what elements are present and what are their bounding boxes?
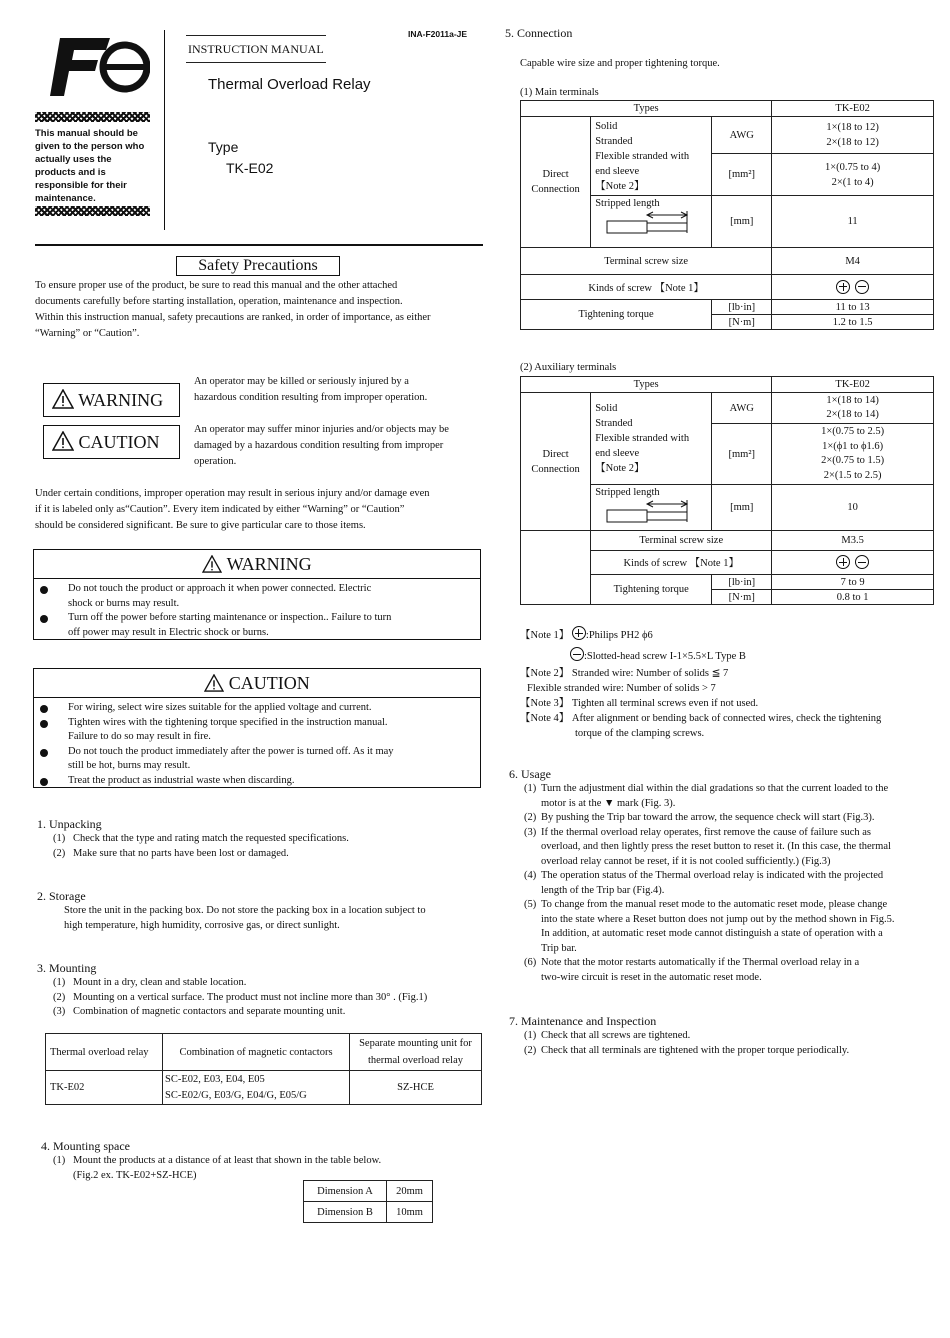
main-screw-size-value: M4 — [772, 248, 934, 275]
dimension-b-value: 10mm — [387, 1202, 433, 1223]
mounting-space-example: (Fig.2 ex. TK-E02+SZ-HCE) — [73, 1169, 197, 1181]
aux-mm-unit: [mm] — [712, 485, 772, 531]
mounting-cell-relay: TK-E02 — [46, 1071, 163, 1105]
main-awg-value: 2×(18 to 12) — [826, 137, 879, 149]
wire-type-solid: Solid — [595, 403, 618, 414]
maintenance-item — [524, 1044, 932, 1059]
aux-wire-types — [591, 393, 712, 485]
main-stripped-length — [591, 196, 712, 248]
wire-type-stranded: Stranded — [595, 136, 633, 147]
warning-item-line: Turn off the power before starting maintenance or inspection.. Failure to turn — [68, 612, 392, 623]
note-3: 【Note 3】 Tighten all terminal screws even if not used. — [520, 698, 759, 709]
header-rule — [35, 244, 483, 246]
warning-item — [34, 611, 480, 640]
usage-title: 6. Usage — [509, 767, 551, 781]
item-text: Trip bar. — [541, 942, 577, 954]
maintenance-item — [524, 1029, 932, 1044]
main-terminals-table — [520, 100, 934, 330]
manual-label: INSTRUCTION MANUAL — [188, 42, 324, 56]
aux-mm2-value: 2×(0.75 to 1.5) — [821, 455, 885, 466]
main-kinds-label: Kinds of screw 【Note 1】 — [521, 275, 772, 300]
wire-type-note: 【Note 2】 — [595, 181, 645, 192]
main-awg-value: 1×(18 to 12) — [826, 122, 879, 134]
item-text: into the state where a Reset button does not jump out by the method shown in Fig.5. — [541, 913, 895, 925]
maintenance-title: 7. Maintenance and Inspection — [509, 1014, 657, 1028]
item-number: (3) — [53, 1006, 66, 1017]
main-mm2-unit: [mm²] — [712, 154, 772, 196]
main-mm2-value: 1×(0.75 to 4) — [825, 161, 881, 173]
storage-line: high temperature, high humidity, corrosive gas, or direct sunlight. — [64, 919, 340, 931]
notice-line: maintenance. — [35, 193, 96, 204]
item-number: (1) — [524, 783, 537, 794]
aux-mm2-value: 2×(1.5 to 2.5) — [823, 469, 882, 481]
storage-text — [64, 904, 484, 933]
aux-lbin-unit: [lb·in] — [712, 575, 772, 590]
dimension-a-value: 20mm — [387, 1181, 433, 1202]
item-number: (1) — [524, 1030, 537, 1041]
header-divider-vertical — [164, 30, 165, 230]
main-lbin-unit: [lb·in] — [712, 300, 772, 315]
unpacking-item — [53, 847, 473, 862]
main-wire-types — [591, 117, 712, 196]
mounting-space-title: 4. Mounting space — [41, 1139, 130, 1153]
warning-box-header — [34, 550, 480, 579]
caution-box-header — [34, 669, 480, 698]
main-awg-values — [772, 117, 934, 154]
aux-strip-value: 10 — [772, 485, 934, 531]
connection-subtitle: Capable wire size and proper tightening torque. — [520, 58, 720, 69]
caution-item-line: Failure to do so may result in fire. — [68, 731, 211, 742]
unpacking-list — [53, 832, 473, 861]
note-1-tag: 【Note 1】 — [520, 630, 570, 641]
mounting-contactors-line: SC-E02, E03, E04, E05 — [165, 1073, 265, 1085]
aux-stripped-length — [591, 485, 712, 531]
wire-type-flex: Flexible stranded with — [595, 151, 690, 162]
safety-intro-line: documents carefully before starting installation, operation, maintenance and inspection. — [35, 296, 403, 307]
type-label: Type — [208, 139, 239, 155]
warning-triangle-icon — [52, 389, 74, 409]
aux-awg-value: 1×(18 to 14) — [826, 395, 879, 406]
item-number: (1) — [53, 977, 66, 988]
item-number: (2) — [524, 812, 537, 823]
main-terminals-caption: (1) Main terminals — [520, 87, 599, 98]
mounting-header-relay: Thermal overload relay — [46, 1034, 163, 1071]
item-text: Mounting on a vertical surface. The product must not incline more than 30° . (Fig.1) — [73, 991, 428, 1003]
wire-type-end-sleeve: end sleeve — [595, 448, 640, 459]
item-text: To change from the manual reset mode to the automatic reset mode, please change — [541, 899, 888, 910]
wire-type-stranded: Stranded — [595, 418, 633, 429]
item-text: Check that the type and rating match the requested specifications. — [73, 833, 349, 844]
aux-nm-value: 0.8 to 1 — [772, 590, 934, 605]
item-text: Mount the products at a distance of at least that shown in the table below. — [73, 1155, 382, 1166]
notice-border-top — [35, 112, 150, 122]
mounting-list — [53, 976, 483, 1020]
item-text: two-wire circuit is reset in the automatic reset mode. — [541, 971, 762, 983]
main-nm-unit: [N·m] — [712, 315, 772, 330]
caution-desc — [194, 422, 484, 470]
item-text: overload, and then lightly press the reset button to reset it. (In this case, the thermal — [541, 841, 891, 852]
main-direct-connection — [521, 117, 591, 248]
note-4: 【Note 4】 After alignment or bending back of connected wires, check the tightening — [520, 713, 882, 724]
notice-text — [35, 127, 165, 205]
phillips-screw-icon — [572, 626, 586, 640]
aux-terminals-caption: (2) Auxiliary terminals — [520, 362, 617, 373]
mounting-space-item — [53, 1154, 473, 1169]
item-number: (1) — [53, 1155, 66, 1166]
aux-awg-unit: AWG — [712, 393, 772, 424]
mounting-item — [53, 1005, 483, 1020]
aux-empty-cell — [521, 575, 591, 605]
item-number: (2) — [53, 991, 66, 1003]
item-text: Note that the motor restarts automatically if the Thermal overload relay in a — [541, 957, 860, 968]
warning-desc-line: hazardous condition resulting from improper operation. — [194, 392, 428, 403]
mounting-cell-unit: SZ-HCE — [350, 1071, 482, 1105]
aux-header-types: Types — [521, 377, 772, 393]
storage-line: Store the unit in the packing box. Do not store the packing box in a location subject to — [64, 905, 426, 916]
main-nm-value: 1.2 to 1.5 — [772, 315, 934, 330]
aux-header-model: TK-E02 — [772, 377, 934, 393]
item-number: (1) — [53, 833, 66, 844]
mounting-header-unit — [350, 1034, 482, 1071]
connection-notes — [520, 626, 935, 741]
item-text: By pushing the Trip bar toward the arrow, the sequence check will start (Fig.3). — [541, 812, 875, 823]
usage-item — [524, 869, 932, 898]
aux-nm-unit: [N·m] — [712, 590, 772, 605]
mounting-header-contactors: Combination of magnetic contactors — [163, 1034, 350, 1071]
notice-border-bottom — [35, 206, 150, 216]
slotted-screw-icon — [570, 647, 584, 661]
bullet-icon — [40, 720, 48, 728]
caution-desc-line: damaged by a hazardous condition resulting from improper — [194, 440, 444, 451]
bullet-icon — [40, 705, 48, 713]
item-text: overload relay cannot be reset, if it is not cooled sufficiently.) (Fig.3) — [541, 855, 831, 867]
aux-mm2-value: 1×(ϕ1 to ϕ1.6) — [822, 440, 884, 452]
safety-note-line: should be considered significant. Be sure to give particular care to those items. — [35, 520, 366, 531]
usage-item — [524, 782, 932, 811]
main-strip-value: 11 — [772, 196, 934, 248]
note-1b — [520, 647, 935, 664]
note-1-slotted: :Slotted-head screw I-1×5.5×L Type B — [584, 651, 746, 662]
fe-logo — [50, 36, 150, 98]
unpacking-item — [53, 832, 473, 847]
notice-line: This manual should be — [35, 128, 138, 139]
safety-intro — [35, 278, 483, 342]
usage-list — [524, 782, 932, 985]
caution-box — [33, 668, 481, 788]
notice-line: responsible for their — [35, 180, 127, 191]
doc-code: INA-F2011a-JE — [408, 29, 468, 39]
caution-item-line: Do not touch the product immediately after the power is turned off. As it may — [68, 745, 394, 757]
notice-line: given to the person who — [35, 141, 145, 152]
warning-box-title: WARNING — [226, 554, 312, 574]
caution-item — [34, 774, 480, 789]
caution-label: CAUTION — [78, 432, 160, 452]
bullet-icon — [40, 749, 48, 757]
mounting-item — [53, 976, 483, 991]
item-text: Make sure that no parts have been lost or damaged. — [73, 847, 289, 859]
direct-label: Direct — [542, 169, 569, 180]
direct-label: Direct — [542, 448, 569, 460]
mounting-cell-contactors — [163, 1071, 350, 1105]
notice-line: actually uses the — [35, 154, 112, 165]
aux-kinds-label: Kinds of screw 【Note 1】 — [591, 551, 772, 575]
aux-empty-cell — [521, 551, 591, 575]
mounting-title: 3. Mounting — [37, 961, 97, 975]
aux-mm2-unit: [mm²] — [712, 424, 772, 485]
bullet-icon — [40, 615, 48, 623]
dimension-b-label: Dimension B — [304, 1202, 387, 1223]
aux-torque-label: Tightening torque — [591, 575, 712, 605]
item-number: (2) — [524, 1044, 537, 1056]
unpacking-title: 1. Unpacking — [37, 817, 102, 831]
mounting-item — [53, 991, 483, 1006]
bullet-icon — [40, 586, 48, 594]
main-awg-unit: AWG — [712, 117, 772, 154]
usage-item — [524, 956, 932, 985]
maintenance-list — [524, 1029, 932, 1058]
notice-line: products and is — [35, 167, 106, 178]
item-text: Check that all terminals are tightened with the proper torque periodically. — [541, 1044, 850, 1056]
caution-box-triangle-icon — [204, 674, 224, 692]
safety-heading: Safety Precautions — [176, 256, 340, 276]
caution-item — [34, 716, 480, 745]
aux-awg-values — [772, 393, 934, 424]
manual-rule-bottom — [186, 62, 326, 63]
item-number: (2) — [53, 847, 66, 859]
aux-kinds-value — [772, 551, 934, 575]
caution-item-line: For wiring, select wire sizes suitable for the applied voltage and current. — [68, 702, 372, 713]
slotted-screw-icon — [855, 280, 869, 294]
wire-type-end-sleeve: end sleeve — [595, 166, 640, 177]
caution-triangle-icon — [52, 431, 74, 451]
warning-desc — [194, 374, 484, 406]
caution-item — [34, 745, 480, 774]
stripped-length-label: Stripped length — [595, 487, 660, 498]
safety-note — [35, 486, 483, 534]
main-mm2-values — [772, 154, 934, 196]
safety-intro-line: “Warning” or “Caution”. — [35, 328, 140, 339]
warning-item-line: Do not touch the product or approach it when power connected. Electric — [68, 583, 372, 594]
mounting-table — [45, 1033, 482, 1105]
dimension-a-label: Dimension A — [304, 1181, 387, 1202]
stripped-wire-icon — [595, 498, 695, 524]
usage-item — [524, 898, 932, 956]
caution-box-title: CAUTION — [228, 673, 310, 693]
caution-item-line: Treat the product as industrial waste when discarding. — [68, 774, 295, 786]
mounting-space-text — [53, 1154, 473, 1183]
mounting-contactors-line: SC-E02/G, E03/G, E04/G, E05/G — [165, 1089, 307, 1101]
connection-label: Connection — [531, 184, 580, 195]
safety-intro-line: Within this instruction manual, safety precautions are ranked, in order of importance, as either — [35, 312, 431, 323]
item-number: (4) — [524, 870, 537, 881]
aux-screw-size-value: M3.5 — [772, 531, 934, 551]
main-header-types: Types — [521, 101, 772, 117]
usage-item — [524, 811, 932, 826]
stripped-length-label: Stripped length — [595, 198, 660, 209]
main-kinds-value — [772, 275, 934, 300]
warning-box-triangle-icon — [202, 555, 222, 573]
aux-terminals-table — [520, 376, 934, 605]
item-text: Mount in a dry, clean and stable location. — [73, 977, 247, 988]
item-number: (6) — [524, 957, 537, 968]
warning-item — [34, 582, 480, 611]
item-text: Check that all screws are tightened. — [541, 1030, 691, 1041]
phillips-screw-icon — [836, 555, 850, 569]
warning-label: WARNING — [78, 390, 164, 410]
connection-title: 5. Connection — [505, 26, 573, 40]
wire-type-solid: Solid — [595, 121, 618, 132]
aux-awg-value: 2×(18 to 14) — [826, 409, 879, 420]
item-number: (3) — [524, 826, 537, 838]
bullet-icon — [40, 778, 48, 786]
aux-mm2-values — [772, 424, 934, 485]
caution-desc-line: An operator may suffer minor injuries and/or objects may be — [194, 424, 449, 435]
slotted-screw-icon — [855, 555, 869, 569]
usage-item — [524, 826, 932, 870]
aux-direct-connection — [521, 393, 591, 531]
item-text: length of the Trip bar (Fig.4). — [541, 884, 665, 896]
type-value: TK-E02 — [226, 160, 274, 176]
main-screw-size-label: Terminal screw size — [521, 248, 772, 275]
caution-label-box — [43, 425, 180, 459]
item-text: The operation status of the Thermal overload relay is indicated with the projected — [541, 870, 884, 881]
warning-item-line: off power may result in Electric shock or burns. — [68, 626, 269, 638]
note-1-phillips: :Philips PH2 ϕ6 — [585, 630, 653, 641]
safety-intro-line: To ensure proper use of the product, be sure to read this manual and the other attached — [35, 280, 398, 291]
note-4b: torque of the clamping screws. — [575, 728, 705, 739]
item-text: In addition, at automatic reset mode cannot distinguish a state of operation with a — [541, 928, 883, 939]
phillips-screw-icon — [836, 280, 850, 294]
main-mm-unit: [mm] — [712, 196, 772, 248]
main-torque-label: Tightening torque — [521, 300, 712, 330]
note-1 — [520, 626, 935, 643]
note-2: 【Note 2】 Stranded wire: Number of solids ≦ 7 — [520, 668, 729, 679]
manual-rule-top — [186, 35, 326, 36]
warning-desc-line: An operator may be killed or seriously injured by a — [194, 376, 409, 387]
caution-item-line: Tighten wires with the tightening torque specified in the instruction manual. — [68, 716, 388, 728]
connection-label: Connection — [531, 463, 580, 475]
safety-note-line: Under certain conditions, improper operation may result in serious injury and/or damage even — [35, 488, 430, 499]
aux-screw-size-label: Terminal screw size — [591, 531, 772, 551]
aux-lbin-value: 7 to 9 — [772, 575, 934, 590]
wire-type-flex: Flexible stranded with — [595, 433, 690, 444]
warning-label-box — [43, 383, 180, 417]
item-text: Turn the adjustment dial within the dial gradations so that the current loaded to the — [541, 783, 889, 794]
aux-empty-cell — [521, 531, 591, 551]
aux-mm2-value: 1×(0.75 to 2.5) — [821, 426, 885, 437]
product-title: Thermal Overload Relay — [208, 76, 371, 93]
caution-desc-line: operation. — [194, 456, 237, 467]
caution-item — [34, 701, 480, 716]
warning-box — [33, 549, 481, 640]
item-text: If the thermal overload relay operates, first remove the cause of failure such as — [541, 826, 872, 838]
safety-note-line: if it is labeled only as“Caution”. Every item indicated by either “Warning” or “Caution” — [35, 504, 405, 515]
main-header-model: TK-E02 — [772, 101, 934, 117]
main-mm2-value: 2×(1 to 4) — [831, 176, 874, 188]
item-text: Combination of magnetic contactors and separate mounting unit. — [73, 1006, 346, 1017]
mounting-header-unit-line: thermal overload relay — [367, 1055, 464, 1066]
wire-type-note: 【Note 2】 — [595, 463, 645, 474]
item-number: (5) — [524, 899, 537, 910]
caution-item-line: still be hot, burns may result. — [68, 760, 191, 771]
warning-item-line: shock or burns may result. — [68, 597, 180, 609]
stripped-wire-icon — [595, 209, 695, 235]
item-text: motor is at the ▼ mark (Fig. 3). — [541, 797, 676, 809]
note-2b: Flexible stranded wire: Number of solids > 7 — [527, 683, 716, 694]
dimension-table — [303, 1180, 433, 1223]
main-lbin-value: 11 to 13 — [772, 300, 934, 315]
storage-title: 2. Storage — [37, 889, 86, 903]
mounting-header-unit-line: Separate mounting unit for — [359, 1038, 472, 1049]
